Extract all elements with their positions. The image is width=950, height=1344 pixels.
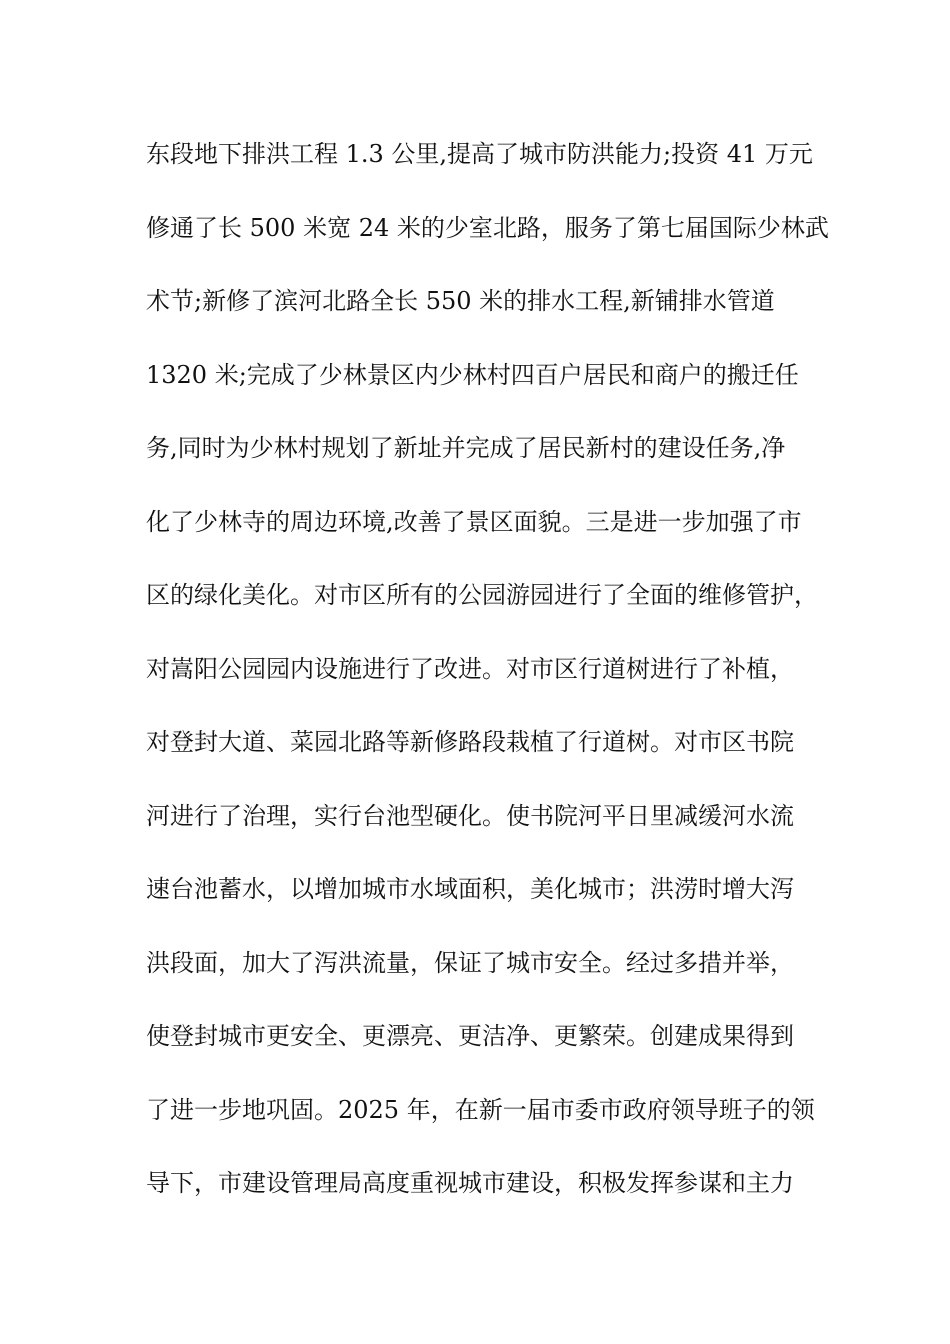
text-line: 术节;新修了滨河北路全长 550 米的排水工程,新铺排水管道 (146, 287, 775, 315)
text-line: 使登封城市更安全、更漂亮、更洁净、更繁荣。创建成果得到 (146, 1022, 794, 1050)
text-line: 了进一步地巩固。2025 年，在新一届市委市政府领导班子的领 (146, 1095, 815, 1124)
text-line: 1320 米;完成了少林景区内少林村四百户居民和商户的搬迁任 (146, 360, 799, 389)
text-line: 洪段面，加大了泻洪流量，保证了城市安全。经过多措并举， (146, 948, 794, 977)
text-line: 导下，市建设管理局高度重视城市建设，积极发挥参谋和主力 (146, 1169, 794, 1197)
text-line: 修通了长 500 米宽 24 米的少室北路，服务了第七届国际少林武 (146, 213, 829, 242)
text-line: 河进行了治理，实行台池型硬化。使书院河平日里减缓河水流 (146, 801, 794, 830)
text-line: 东段地下排洪工程 1.3 公里,提高了城市防洪能力;投资 41 万元 (146, 140, 813, 168)
text-line: 速台池蓄水，以增加城市水域面积，美化城市；洪涝时增大泻 (146, 875, 794, 903)
text-line: 务,同时为少林村规划了新址并完成了居民新村的建设任务,净 (146, 434, 786, 462)
text-line: 对登封大道、菜园北路等新修路段栽植了行道树。对市区书院 (146, 728, 794, 756)
text-line: 区的绿化美化。对市区所有的公园游园进行了全面的维修管护， (146, 581, 818, 609)
text-line: 化了少林寺的周边环境,改善了景区面貌。三是进一步加强了市 (146, 507, 802, 536)
body-text (146, 132, 829, 1235)
text-line: 对嵩阳公园园内设施进行了改进。对市区行道树进行了补植， (146, 654, 794, 683)
